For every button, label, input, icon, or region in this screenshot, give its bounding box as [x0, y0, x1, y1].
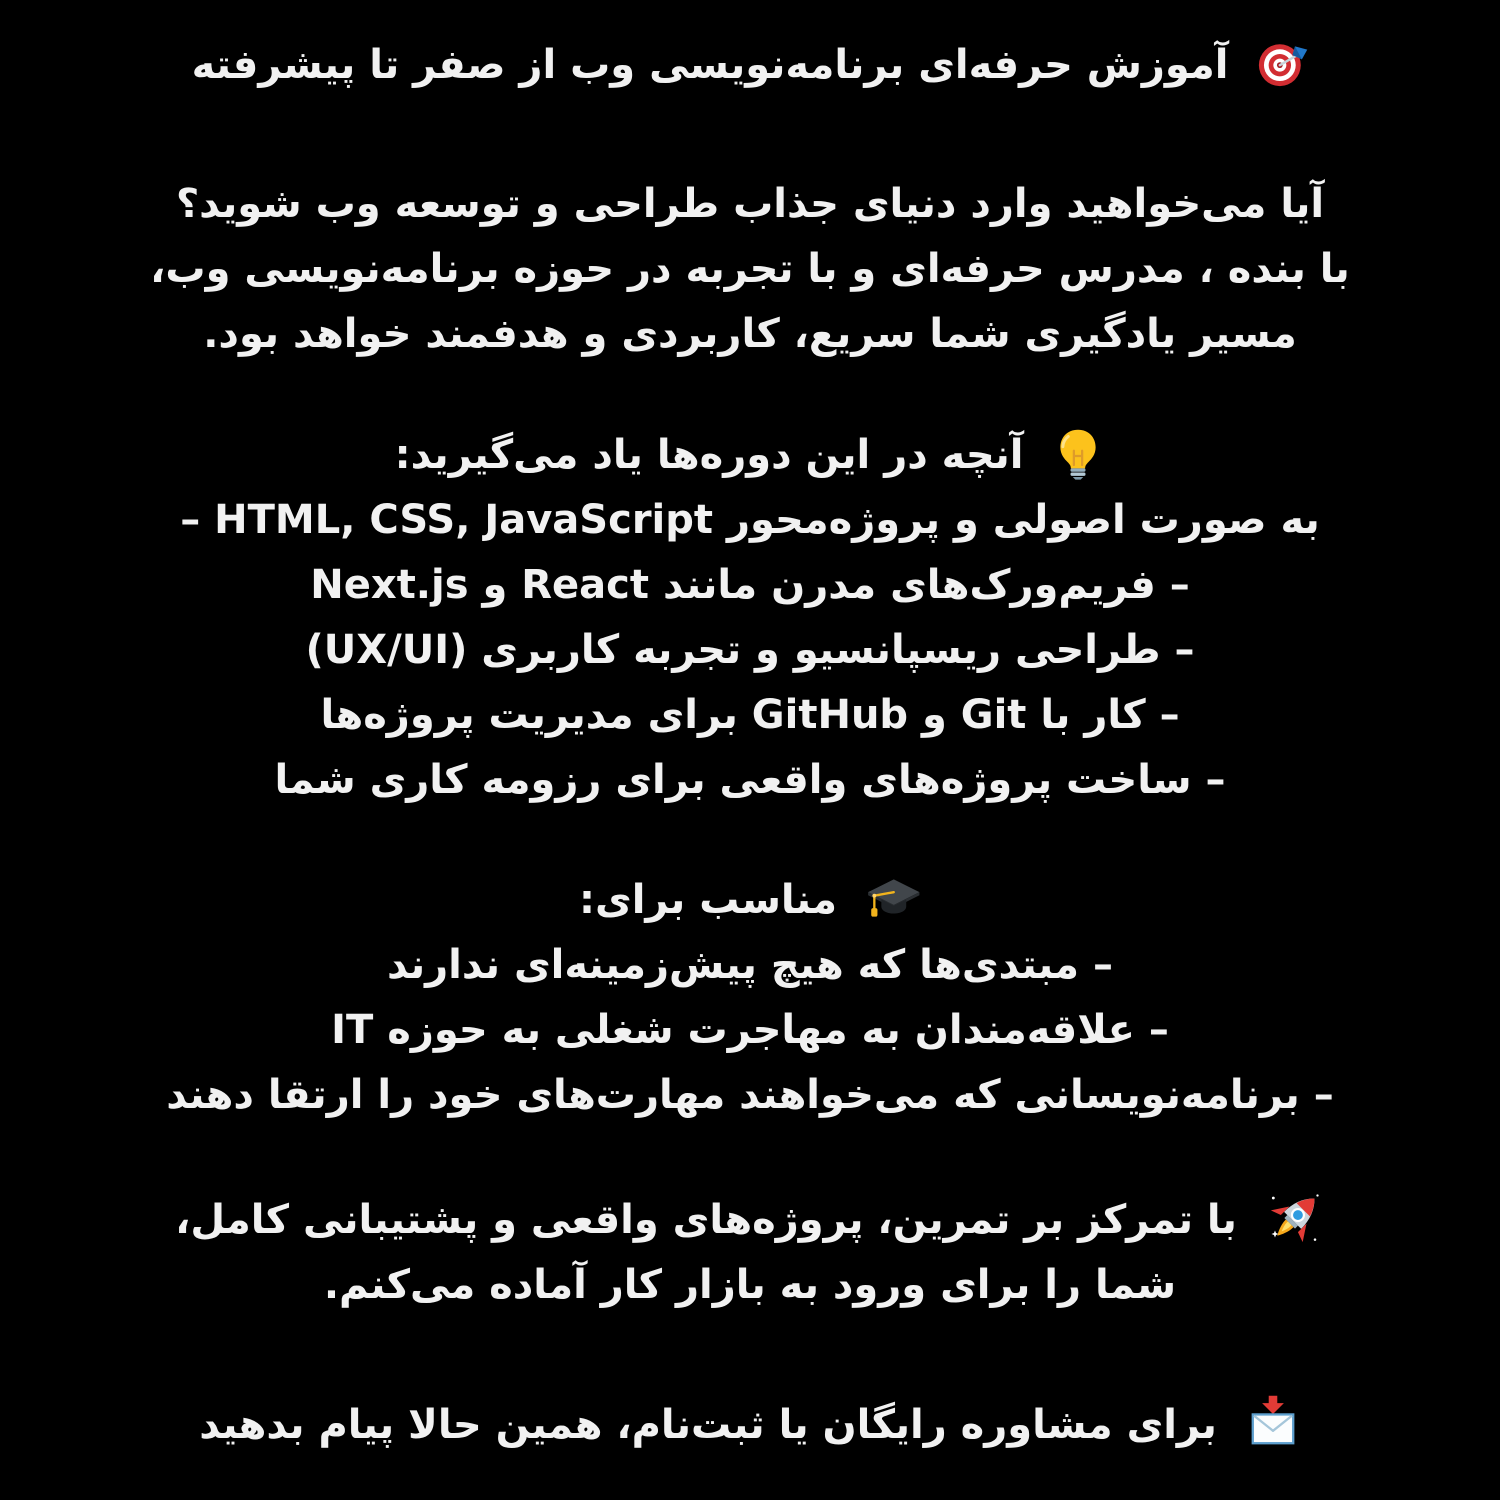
audience-item-3: – برنامه‌نویسانی که می‌خواهند مهارت‌های خود را ارتقا دهند [166, 1072, 1334, 1118]
learn-section-heading [0, 423, 1500, 488]
learn-section [0, 423, 1500, 813]
audience-item-1: – مبتدی‌ها که هیچ پیش‌زمینه‌ای ندارند [387, 942, 1113, 988]
outro-line-1-text: با تمرکز بر تمرین، پروژه‌های واقعی و پشتیبانی کامل، [175, 1197, 1237, 1243]
cta-text: برای مشاوره رایگان یا ثبت‌نام، همین حالا پیام بدهید [199, 1402, 1217, 1448]
dart-target-emoji-icon [1256, 37, 1308, 89]
rocket-emoji-icon [1265, 1188, 1325, 1248]
audience-item-2: – علاقه‌مندان به مهاجرت شغلی به حوزه IT [331, 1007, 1169, 1053]
cta-section [0, 1393, 1500, 1458]
outro-line-2: شما را برای ورود به بازار کار آماده می‌کنم. [323, 1262, 1177, 1308]
learn-item-1: – HTML, CSS, JavaScript به صورت اصولی و پروژه‌محور [180, 497, 1320, 543]
intro-section [0, 172, 1500, 367]
audience-section-heading [0, 868, 1500, 933]
audience-section [0, 868, 1500, 1128]
intro-line-1: آیا می‌خواهید وارد دنیای جذاب طراحی و توسعه وب شوید؟ [175, 181, 1325, 227]
intro-line-2: با بنده ، مدرس حرفه‌ای و با تجربه در حوزه برنامه‌نویسی وب، [150, 246, 1350, 292]
cta-line [0, 1393, 1500, 1458]
graduation-cap-emoji-icon [865, 870, 921, 926]
outro-line-1 [0, 1188, 1500, 1253]
outro-section [0, 1188, 1500, 1318]
intro-line-3: مسیر یادگیری شما سریع، کاربردی و هدفمند خواهد بود. [203, 311, 1297, 357]
post-title [0, 33, 1500, 98]
learn-heading-text: آنچه در این دوره‌ها یاد می‌گیرید: [394, 432, 1024, 478]
learn-item-2: – فریم‌ورک‌های مدرن مانند React و Next.js [310, 562, 1190, 608]
learn-item-3: – طراحی ریسپانسیو و تجربه کاربری (UX/UI) [305, 627, 1195, 673]
post-title-text: آموزش حرفه‌ای برنامه‌نویسی وب از صفر تا پیشرفته [191, 42, 1229, 88]
envelope-arrow-down-emoji-icon [1245, 1394, 1301, 1452]
light-bulb-emoji-icon [1051, 426, 1105, 480]
learn-item-5: – ساخت پروژه‌های واقعی برای رزومه کاری شما [274, 757, 1226, 803]
audience-heading-text: مناسب برای: [579, 877, 838, 923]
learn-item-4: – کار با Git و GitHub برای مدیریت پروژه‌ها [320, 692, 1180, 738]
